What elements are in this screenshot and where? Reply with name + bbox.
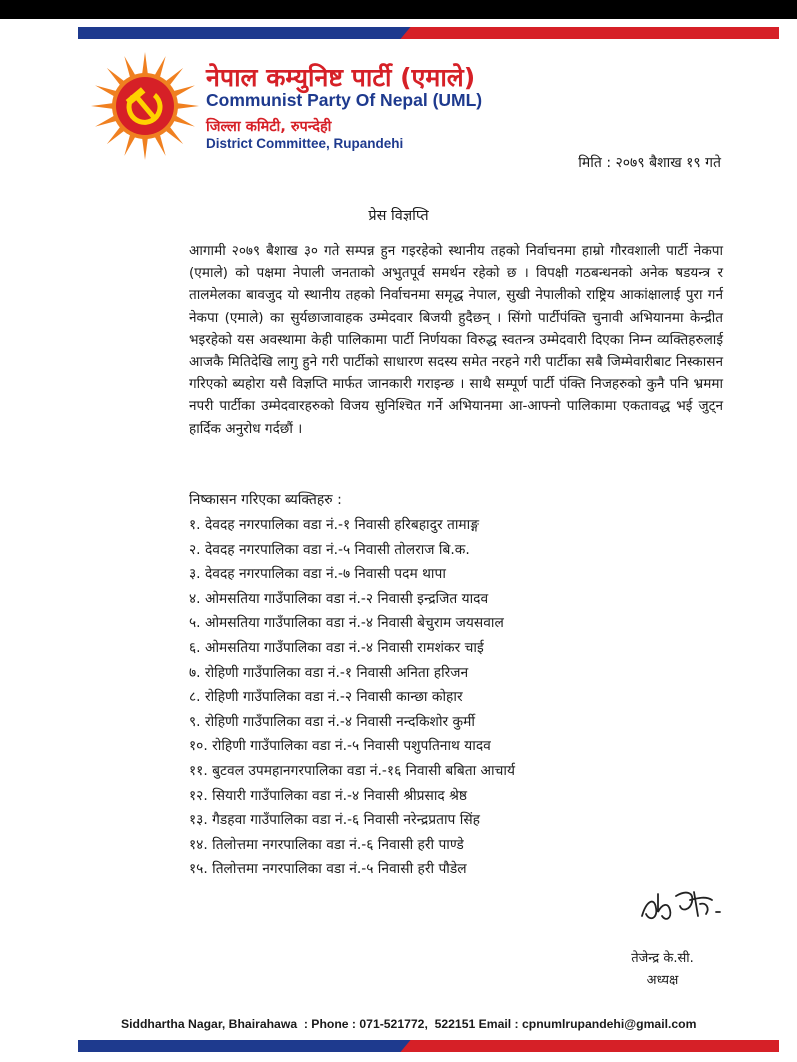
sun-ray bbox=[155, 56, 166, 78]
signer-role: अध्यक्ष bbox=[646, 973, 679, 988]
sun-ray bbox=[173, 85, 195, 96]
handwritten-signature bbox=[636, 882, 736, 932]
document-date: मिति : २०७९ बैशाख १९ गते bbox=[578, 155, 721, 171]
sun-ray bbox=[177, 103, 199, 109]
list-item: ६. ओमसतिया गाउँपालिका वडा नं.-४ निवासी रामशंकर चाई bbox=[189, 639, 484, 656]
list-item: १५. तिलोत्तमा नगरपालिका वडा नं.-५ निवासी हरी पौडेल bbox=[189, 861, 467, 878]
list-item: ४. ओमसतिया गाउँपालिका वडा नं.-२ निवासी इन्द्रजित यादव bbox=[189, 590, 489, 607]
list-item: १०. रोहिणी गाउँपालिका वडा नं.-५ निवासी पशुपतिनाथ यादव bbox=[189, 738, 491, 755]
sun-ray bbox=[95, 85, 117, 96]
party-logo bbox=[90, 51, 200, 161]
sun-ray bbox=[91, 103, 113, 109]
party-name-english: Communist Party Of Nepal (UML) bbox=[206, 90, 483, 110]
footer-contact: Siddhartha Nagar, Bhairahawa : Phone : 071-521772, 522151 Email : cpnumlrupandehi@gmail.com bbox=[121, 1017, 697, 1031]
sun-ray bbox=[142, 138, 148, 160]
expelled-list bbox=[189, 513, 515, 882]
document-title: प्रेस विज्ञप्ति bbox=[368, 208, 429, 224]
footer-stripe bbox=[78, 1040, 779, 1052]
list-item: ७. रोहिणी गाउँपालिका वडा नं.-१ निवासी अनिता हरिजन bbox=[189, 664, 469, 681]
list-item: ५. ओमसतिया गाउँपालिका वडा नं.-४ निवासी बेचुराम जयसवाल bbox=[189, 615, 504, 632]
committee-name-english: District Committee, Rupandehi bbox=[206, 136, 404, 151]
list-item: ८. रोहिणी गाउँपालिका वडा नं.-२ निवासी कान्छा कोहार bbox=[189, 689, 463, 706]
expelled-list-heading: निष्कासन गरिएका ब्यक्तिहरु : bbox=[189, 492, 342, 508]
list-item: २. देवदह नगरपालिका वडा नं.-५ निवासी तोलराज बि.क. bbox=[189, 541, 470, 558]
top-black-bar bbox=[0, 0, 797, 19]
hammer-sickle-sun-icon bbox=[90, 51, 200, 161]
list-item: ९. रोहिणी गाउँपालिका वडा नं.-४ निवासी नन्दकिशोर कुर्मी bbox=[189, 713, 475, 730]
list-item: ११. बुटवल उपमहानगरपालिका वडा नं.-१६ निवासी बबिता आचार्य bbox=[189, 762, 515, 779]
list-item: १४. तिलोत्तमा नगरपालिका वडा नं.-६ निवासी हरी पाण्डे bbox=[189, 836, 464, 853]
signer-name: तेजेन्द्र के.सी. bbox=[631, 951, 694, 966]
sun-ray bbox=[142, 52, 148, 74]
press-release-body: आगामी २०७९ बैशाख ३० गते सम्पन्न हुन गइरहेको स्थानीय तहको निर्वाचनमा हाम्रो गौरवशाली पार्टी नेकपा (एमाले) को पक्षमा नेपाली जनताको अभुतपूर्व समर्थन रहेको छ । विपक्षी गठबन्धनको अनेक षडयन्त्र र तालमेलका बावजुद यो स्थानीय तहको निर्वाचनमा समृद्ध नेपाल, सुखी नेपालीको राष्ट्रिय आकांक्षालाई पुरा गर्न नेकपा (एमाले) का सुर्यछाजावाहक उम्मेदवार बिजयी हुदैछन् । सिंगो पार्टीपंक्ति चुनावी अभियानमा केन्द्रीत भइरहेको यस अवस्थामा केही पालिकामा पार्टी निर्णयका विरुद्ध स्वतन्त्र उम्मेदवारी दिएका निम्न व्यक्तिहरुलाई आजकै मितिदेखि लागु हुने गरी पार्टीको साधारण सदस्य समेत नरहने गरी पार्टीका सबै जिम्मेवारीबाट निस्कासन गरिएको ब्यहोरा यसै विज्ञप्ति मार्फत जानकारी गराइन्छ । साथै सम्पूर्ण पार्टी पंक्ति निजहरुको कुनै पनि भ्रममा नपरी पार्टीका उम्मेदवारहरुको विजय सुनिश्चित गर्ने अभियानमा आ-आफ्नो पालिकामा एकतावद्ध भई जुट्न हार्दिक अनुरोध गर्दछौं । bbox=[189, 243, 723, 437]
list-item: १२. सियारी गाउँपालिका वडा नं.-४ निवासी श्रीप्रसाद श्रेष्ठ bbox=[189, 787, 468, 804]
party-name-nepali: नेपाल कम्युनिष्ट पार्टी (एमाले) bbox=[206, 63, 476, 92]
committee-name-nepali: जिल्ला कमिटी, रुपन्देही bbox=[206, 119, 332, 135]
sun-ray bbox=[173, 116, 195, 127]
sun-ray bbox=[124, 56, 135, 78]
list-item: १३. गैडहवा गाउँपालिका वडा नं.-६ निवासी नरेन्द्रप्रताप सिंह bbox=[189, 812, 480, 829]
sun-ray bbox=[124, 134, 135, 156]
sun-ray bbox=[95, 116, 117, 127]
sun-ray bbox=[155, 134, 166, 156]
list-item: १. देवदह नगरपालिका वडा नं.-१ निवासी हरिबहादुर तामाङ्ग bbox=[189, 517, 479, 533]
list-item: ३. देवदह नगरपालिका वडा नं.-७ निवासी पदम थापा bbox=[189, 566, 446, 583]
header-stripe bbox=[78, 27, 779, 39]
